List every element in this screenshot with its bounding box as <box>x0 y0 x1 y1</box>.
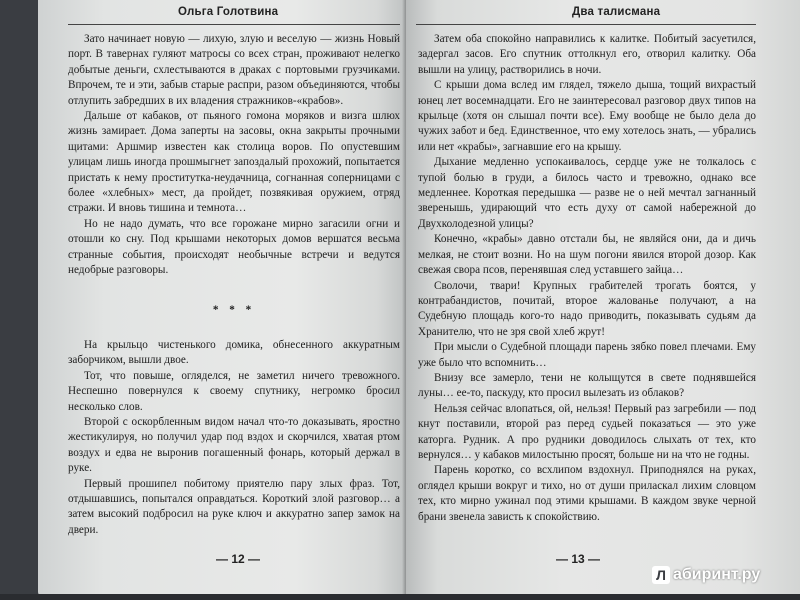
paragraph: Но не надо думать, что все горожане мирно загасили огни и отошли ко сну. Под крышами некоторых домов вершатся весьма странные события, происходят необычные встречи и ведутся недобрые разговоры. <box>68 217 400 277</box>
left-page-text <box>68 32 400 538</box>
paragraph: Парень коротко, со всхлипом вздохнул. Приподнялся на руках, оглядел крыши вокруг и тихо, но от души приласкал лихим словцом тех, кто мирно ужинал под этими крышами. В каждом звуке черной брани звенела зависть к спокойствию. <box>418 464 756 523</box>
paragraph: Затем оба спокойно направились к калитке. Побитый засуетился, задергал засов. Его спутник оттолкнул его, отворил калитку. Оба вышли на улицу, растворились в ночи. <box>418 33 756 76</box>
right-page-number: — 13 — <box>556 552 601 566</box>
section-separator: * * * <box>212 303 256 316</box>
table-surface <box>0 594 800 600</box>
paragraph: На крыльцо чистенького домика, обнесенного аккуратным заборчиком, вышли двое. <box>68 338 400 367</box>
left-header-rule <box>68 24 400 25</box>
labirint-logo-icon: Л <box>652 566 670 584</box>
paragraph: Дыхание медленно успокаивалось, сердце уже не толкалось с тупой болью в груди, а билось часто и тревожно, однако все медленнее. Короткая передышка — разве не о ней мечтал загнанный зверенышь, удирающий что есть духу от самой набережной до Двухколодезной улицы? <box>418 156 756 230</box>
right-header-rule <box>416 24 756 25</box>
paragraph: Сволочи, твари! Крупных грабителей трогать боятся, у контрабандистов, почитай, второе жалованье получают, а на Судебную площадь кого-то надо приводить, показывать судьям да Хранителю, что не зря свой хлеб жрут! <box>418 279 756 338</box>
paragraph: С крыши дома вслед им глядел, тяжело дыша, тощий вихрастый юнец лет восемнадцати. Его не заинтересовал разговор двух типов на крыльце (хотя он слышал почти все). Ему вообще не было дела до чужих забот и бед. Единственное, что ему хотелось знать, — убрались или нет «крабы», загнавшие его на крышу. <box>418 79 756 153</box>
left-running-head: Ольга Голотвина <box>178 6 279 18</box>
right-running-head: Два талисмана <box>572 6 661 18</box>
paragraph: Дальше от кабаков, от пьяного гомона моряков и визга шлюх жизнь замирает. Дома заперты на засовы, окна закрыты прочными щитами: Аршмир известен как столица воров. По опустевшим улицам лишь иногда прошмыгнет запоздалый прохожий, попытается пристать к нему проститутка-неудачница, согнанная соперницами с более «хлебных» мест, да пройдет, позвякивая оружием, отряд стражи. И вновь тишина и темнота… <box>68 110 400 215</box>
paragraph: Зато начинает новую — лихую, злую и веселую — жизнь Новый порт. В тавернах гуляют матросы со всех стран, проживают нелегко добытые деньги, схлестываются в драках с портовыми грузчиками. Впрочем, те и эти, забыв старые распри, разом объединяются, чтобы отлупить забредших в их владения стражников-«крабов». <box>68 33 400 107</box>
paragraph: Второй с оскорбленным видом начал что-то доказывать, яростно жестикулируя, но получил удар под вздох и скорчился, хватая ртом воздух и едва не выронив погашенный фонарь, который держал в руке. <box>68 415 400 475</box>
right-page <box>406 0 800 596</box>
labirint-watermark <box>652 566 760 584</box>
watermark-text: абиринт.ру <box>673 566 761 583</box>
paragraph: Тот, что повыше, огляделся, не заметил ничего тревожного. Неспешно повернулся к своему спутнику, негромко бросил несколько слов. <box>68 369 400 413</box>
paragraph: Внизу все замерло, тени не колыщутся в свете поднявшейся луны… ее-то, паскуду, кто просил вылезать из облаков? <box>418 371 756 400</box>
paragraph: При мысли о Судебной площади парень зябко повел плечами. Ему уже было что вспомнить… <box>418 341 756 369</box>
right-page-text <box>418 32 756 525</box>
left-page <box>38 0 406 596</box>
paragraph: Нельзя сейчас влопаться, ой, нельзя! Первый раз загребили — под кнут поставили, второй раз перед судьей показаться — это уже каторга. Рудник. А про рудники доводилось слыхать от тех, кто вернулся… у кабаков милостыню просят, больше ни на что не годны. <box>418 402 756 461</box>
paragraph: Первый прошипел побитому приятелю пару злых фраз. Тот, отдышавшись, попытался оправдаться. Короткий злой разговор… а затем высокий подбросил на руке ключ и аккуратно запер замок на двери. <box>68 477 400 536</box>
paragraph: Конечно, «крабы» давно отстали бы, не являйся они, да и дичь мелкая, не стоит возни. Но на шум погони явился второй дозор. Как свежая свора псов, перенявшая след уставшего зайца… <box>418 233 756 277</box>
left-page-number: — 12 — <box>216 552 261 566</box>
